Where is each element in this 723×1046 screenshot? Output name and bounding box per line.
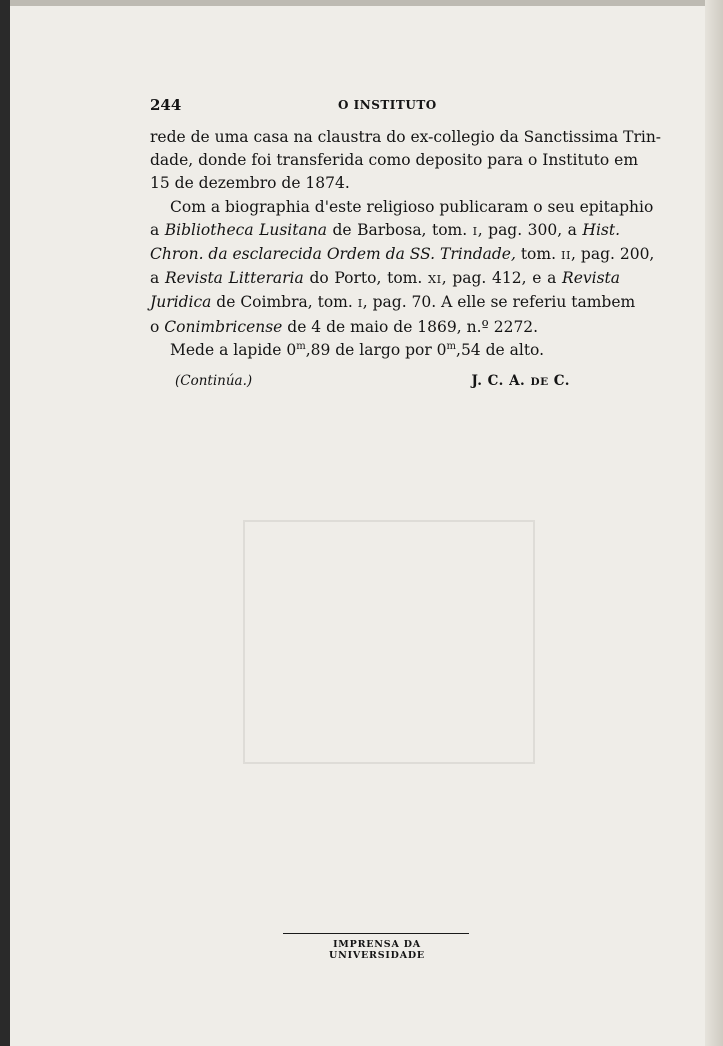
text-line	[150, 267, 620, 291]
bleed-through-box	[243, 520, 535, 764]
scan-left-edge	[0, 0, 10, 1046]
text-line	[150, 196, 654, 219]
text-segment: dade, donde foi transferida como deposito para o Instituto em	[150, 151, 639, 170]
text-segment: , pag. 412, e a	[441, 269, 563, 288]
text-line	[150, 243, 655, 267]
continua-note: (Continúa.)	[175, 373, 253, 389]
imprint-rule	[283, 933, 469, 934]
running-header	[150, 96, 620, 116]
text-segment: Com a biographia d'este religioso publicaram o seu epitaphio	[170, 197, 654, 216]
text-segment: de 4 de maio de 1869, n.º 2272.	[282, 317, 539, 336]
text-line	[150, 339, 620, 362]
text-segment: Chron. da esclarecida Ordem da SS. Trindade,	[150, 245, 516, 264]
body-text	[150, 126, 662, 362]
text-segment: 15 de dezembro de 1874.	[150, 174, 350, 193]
text-segment: ,54 de alto.	[456, 340, 545, 359]
text-segment: m	[296, 340, 306, 352]
text-segment: XI	[427, 272, 442, 287]
author-signature: J. C. A. DE C.	[471, 373, 570, 389]
text-segment: Hist.	[582, 220, 621, 239]
text-segment: Bibliotheca Lusitana	[164, 220, 327, 239]
text-segment: , pag. 200,	[571, 245, 655, 264]
text-segment: a	[150, 269, 165, 288]
text-segment: , pag. 300, a	[477, 220, 583, 239]
signoff	[150, 373, 570, 397]
text-segment: de Barbosa, tom.	[326, 220, 473, 239]
text-segment: Revista	[562, 269, 621, 288]
text-line	[150, 149, 639, 172]
scan-top-edge	[0, 0, 723, 6]
running-title: O INSTITUTO	[338, 98, 437, 112]
text-segment: Conimbricense	[164, 317, 283, 336]
text-segment: II	[560, 248, 572, 263]
text-segment: tom.	[515, 245, 561, 264]
text-segment: a	[150, 220, 165, 239]
text-segment: do Porto, tom.	[303, 269, 428, 288]
text-line	[150, 219, 620, 243]
text-segment: I	[472, 223, 478, 238]
text-segment: ,89 de largo por 0	[305, 340, 447, 359]
page-number: 244	[150, 96, 182, 114]
text-line	[150, 291, 636, 315]
text-line	[150, 126, 662, 149]
text-segment: , pag. 70. A elle se referiu tambem	[362, 293, 636, 312]
text-segment: rede de uma casa na claustra do ex-collegio da Sanctissima Trin-	[150, 128, 662, 146]
text-segment: o	[150, 317, 165, 336]
text-segment: m	[446, 340, 457, 352]
text-segment: I	[357, 296, 363, 311]
text-segment: Mede a lapide 0	[170, 340, 297, 359]
text-line	[150, 316, 620, 339]
printer-imprint: IMPRENSA DA UNIVERSIDADE	[329, 939, 425, 961]
text-line	[150, 172, 620, 195]
text-segment: Juridica	[150, 293, 212, 312]
text-segment: de Coimbra, tom.	[211, 293, 358, 312]
text-segment: Revista Litteraria	[164, 269, 304, 288]
page-right-edge	[705, 0, 723, 1046]
